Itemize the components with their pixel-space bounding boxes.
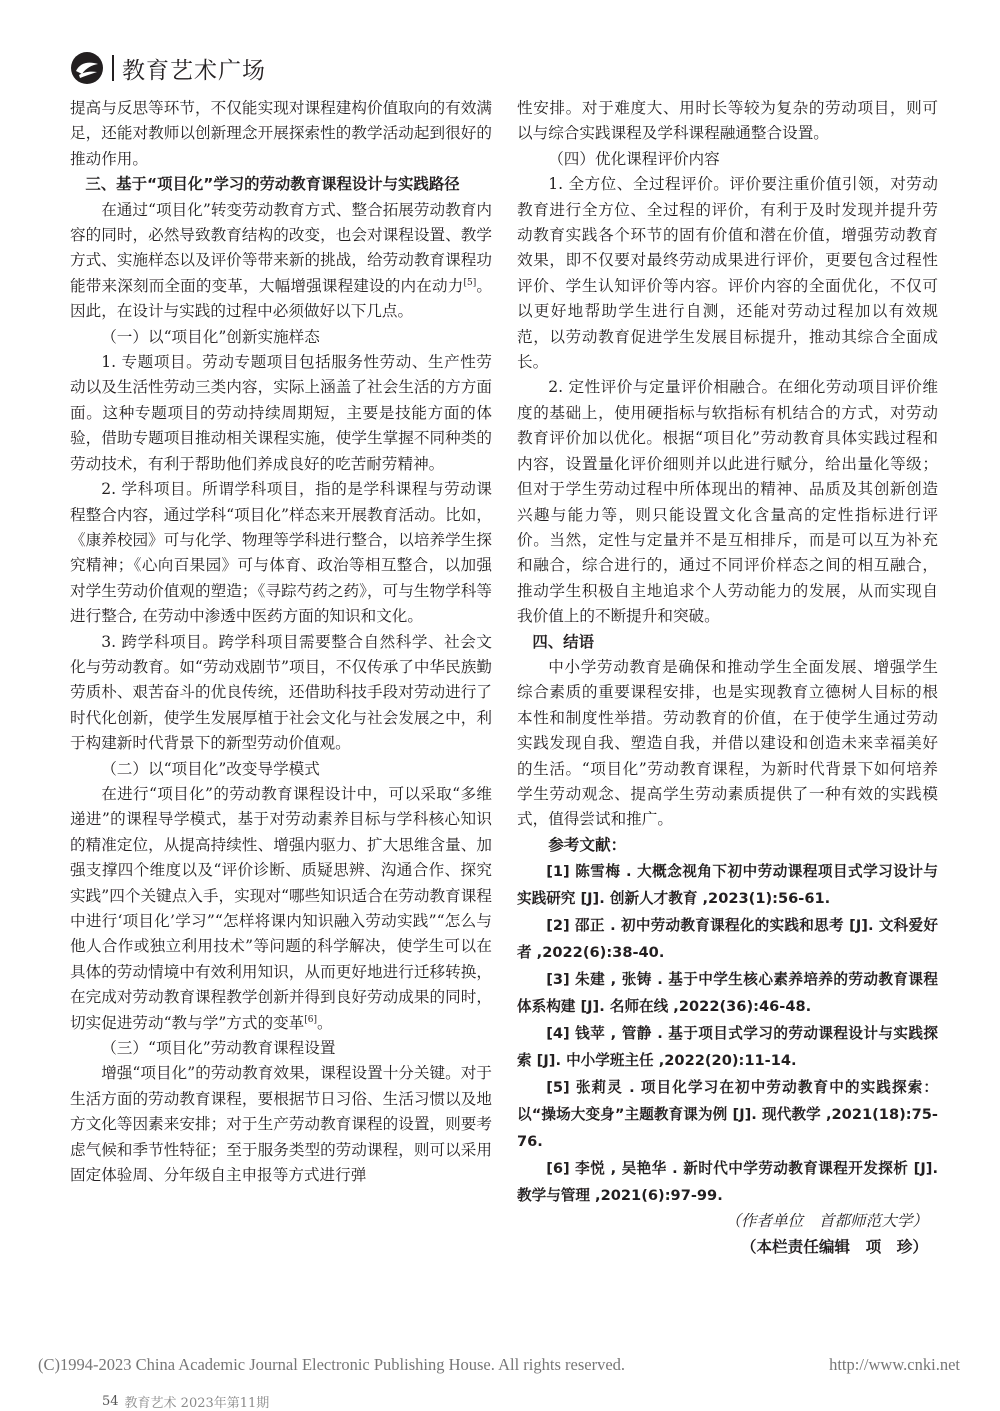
reference-item: [3] 朱建 , 张铸 . 基于中学生核心素养培养的劳动教育课程体系构建 [J]. 名师在线 ,2022(36):46-48. — [517, 971, 938, 1016]
page-number: 54 — [102, 1394, 119, 1409]
reference-item: [1] 陈雪梅 . 大概念视角下初中劳动课程项目式学习设计与实践研究 [J]. 创新人才教育 ,2023(1):56-61. — [517, 863, 938, 908]
subheading-3: （三）“项目化”劳动教育课程设置 — [101, 1039, 336, 1058]
reference-item: [5] 张莉灵 . 项目化学习在初中劳动教育中的实践探索：以“操场大变身”主题教育课为例 [J]. 现代教学 ,2021(18):75-76. — [517, 1079, 938, 1151]
journal-title: 教育艺术广场 — [122, 57, 266, 84]
paragraph-continued: 提高与反思等环节，不仅能实现对课程建构价值取向的有效满足，还能对教师以创新理念开展探索性的教学活动起到很好的推动作用。 — [70, 99, 492, 168]
reference-item: [2] 邵正 . 初中劳动教育课程化的实践和思考 [J]. 文科爱好者 ,2022(6):38-40. — [517, 917, 938, 962]
column-editor: （本栏责任编辑 项 珍） — [740, 1237, 928, 1256]
paragraph-subject-project: 2. 学科项目。所谓学科项目，指的是学科课程与劳动课程整合内容，通过学科“项目化”样态来开展教育活动。比如，《康养校园》可与化学、物理等学科进行整合，以培养学生探究精神；《心向百果园》可与体育、政治等相互整合，以加强对学生劳动价值观的塑造；《寻踪芍药之药》，可与生物学科等进行整合, 在劳动中渗透中医药方面的知识和文化。 — [70, 480, 492, 626]
header-divider — [112, 55, 114, 81]
page-header — [70, 48, 266, 88]
journal-issue: 教育艺术 2023年第11期 — [124, 1396, 270, 1411]
citation-6: [6] — [304, 1014, 318, 1025]
author-affiliation: （作者单位 首都师范大学） — [725, 1212, 928, 1231]
paragraph-intro — [70, 198, 492, 325]
subheading-1: （一）以“项目化”创新实施样态 — [101, 327, 320, 346]
cnki-url[interactable]: http://www.cnki.net — [829, 1355, 960, 1374]
paragraph-course-setting: 增强“项目化”的劳动教育效果，课程设置十分关键。对于生活方面的劳动教育课程，要根据节日习俗、生活习惯以及地方文化等因素来安排；对于生产劳动教育课程的设置，则要考虑气候和季节性特征；至于服务类型的劳动课程，则可以采用固定体验周、分年级自主申报等方式进行弹 — [70, 1064, 492, 1185]
subheading-2: （二）以“项目化”改变导学模式 — [101, 759, 320, 778]
paragraph-topic-project: 1. 专题项目。劳动专题项目包括服务性劳动、生产性劳动以及生活性劳动三类内容，实际上涵盖了社会生活的方方面面。这种专题项目的劳动持续周期短，主要是技能方面的体验，借助专题项目推动相关课程实施，使学生掌握不同种类的劳动技术，有利于帮助他们养成良好的吃苦耐劳精神。 — [70, 353, 492, 473]
reference-item: [6] 李悦 , 吴艳华 . 新时代中学劳动教育课程开发探析 [J]. 教学与管理 ,2021(6):97-99. — [517, 1160, 938, 1205]
subheading-4: （四）优化课程评价内容 — [548, 149, 720, 168]
footer-left — [38, 1355, 625, 1375]
section-heading-4: 四、结语 — [532, 632, 594, 651]
copyright-notice: (C)1994-2023 China Academic Journal Electronic Publishing House. All rights reserved. — [38, 1355, 626, 1374]
paragraph-intro-text: 在通过“项目化”转变劳动教育方式、整合拓展劳动教育内容的同时，必然导致教育结构的改变，也会对课程设置、教学方式、实施样态以及评价等带来新的挑战，给劳动教育课程功能带来深刻而全面的变革，大幅增强课程建设的内在动力 — [70, 200, 492, 295]
left-column — [70, 96, 492, 1188]
paragraph-guided-learning — [70, 782, 492, 1036]
paragraph-conclusion: 中小学劳动教育是确保和推动学生全面发展、增强学生综合素质的重要课程安排，也是实现教育立德树人目标的根本性和制度性举措。劳动教育的价值，在于使学生通过劳动实践发现自我、塑造自我，并借以建设和创造未来幸福美好的生活。“项目化”劳动教育课程，为新时代背景下如何培养学生劳动观念、提高学生劳动素质提供了一种有效的实践模式，值得尝试和推广。 — [517, 657, 938, 829]
page-info — [88, 1392, 277, 1411]
paragraph-continued-right: 性安排。对于难度大、用时长等较为复杂的劳动项目，则可以与综合实践课程及学科课程融通整合设置。 — [517, 99, 938, 143]
citation-5: [5] — [463, 277, 477, 288]
paragraph-qualitative-quantitative: 2. 定性评价与定量评价相融合。在细化劳动项目评价维度的基础上，使用硬指标与软指标有机结合的方式，对劳动教育评价加以优化。根据“项目化”劳动教育具体实践过程和内容，设置量化评价细则并以此进行赋分，给出量化等级；但对于学生劳动过程中所体现出的精神、品质及其创新创造兴趣与能力等，则只能设置文化含量高的定性指标进行评价。当然，定性与定量并不是互相排斥，而是可以互为补充和融合，综合进行的，通过不同评价样态之间的相互融合，推动学生积极自主地追求个人劳动能力的发展，从而实现自我价值上的不断提升和突破。 — [517, 378, 938, 626]
paragraph-guided-learning-tail: 。 — [317, 1013, 333, 1032]
reference-item: [4] 钱苹 , 管静 . 基于项目式学习的劳动课程设计与实践探索 [J]. 中小学班主任 ,2022(20):11-14. — [517, 1025, 938, 1070]
paragraph-intro-tail: 。因此，在设计与实践的过程中必须做好以下几点。 — [70, 276, 492, 321]
right-column — [517, 96, 938, 1260]
paragraph-guided-learning-text: 在进行“项目化”的劳动教育课程设计中，可以采取“多维递进”的课程导学模式，基于对劳动素养目标与学科核心知识的精准定位，从提高持续性、增强内驱力、扩大思维含量、加强支撑四个维度以及“评价诊断、质疑思辨、沟通合作、探究实践”四个关键点入手，实现对“哪些知识适合在劳动教育课程中进行‘项目化’学习”“怎样将课内知识融入劳动实践”“怎么与他人合作或独立利用技术”等问题的科学解决，使学生可以在具体的劳动情境中有效利用知识，从而更好地进行迁移转换，在完成对劳动教育课程教学创新并得到良好劳动成果的同时，切实促进劳动“教与学”方式的变革 — [70, 784, 492, 1032]
paragraph-interdisciplinary-project: 3. 跨学科项目。跨学科项目需要整合自然科学、社会文化与劳动教育。如“劳动戏剧节”项目，不仅传承了中华民族勤劳质朴、艰苦奋斗的优良传统，还借助科技手段对劳动进行了时代化创新，使学生发展厚植于社会文化与社会发展之中，利于构建新时代背景下的新型劳动价值观。 — [70, 632, 492, 753]
journal-logo-icon — [70, 51, 104, 85]
section-heading-3: 三、基于“项目化”学习的劳动教育课程设计与实践路径 — [85, 175, 460, 194]
references-title: 参考文献： — [548, 835, 627, 854]
paragraph-full-evaluation: 1. 全方位、全过程评价。评价要注重价值引领，对劳动教育进行全方位、全过程的评价，有利于及时发现并提升劳动教育实践各个环节的固有价值和潜在价值，增强劳动教育效果，即不仅要对最终劳动成果进行评价，更要包含过程性评价、学生认知评价等内容。评价内容的全面优化，不仅可以更好地帮助学生进行自测，还能对劳动过程加以有效规范，以劳动教育促进学生发展目标提升，推动其综合全面成长。 — [517, 175, 938, 372]
page-footer — [38, 1352, 960, 1378]
